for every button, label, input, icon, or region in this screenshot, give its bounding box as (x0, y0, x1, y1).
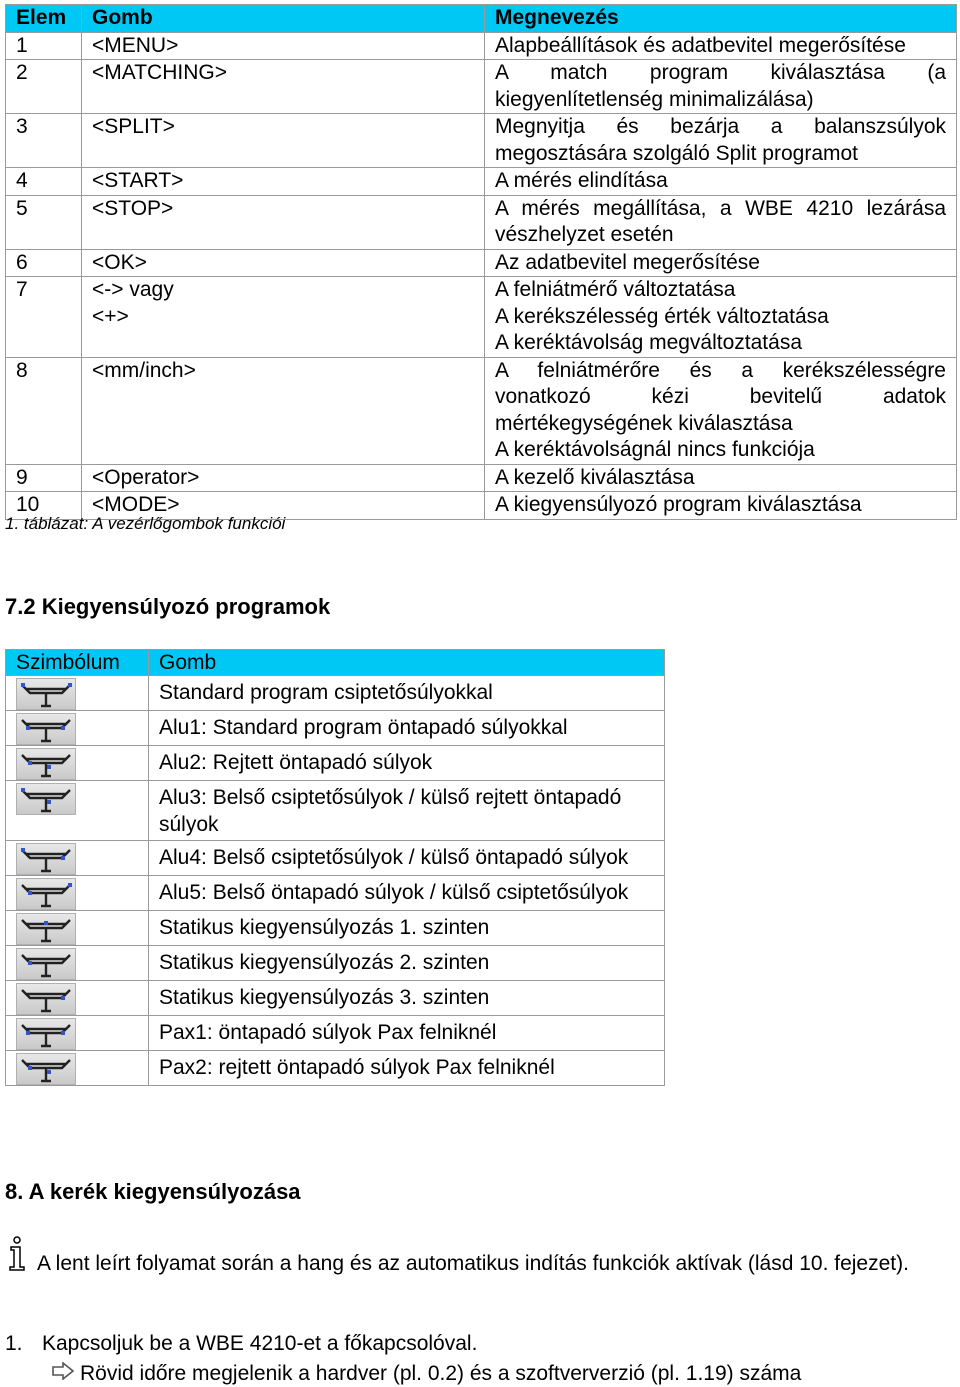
row-description (485, 60, 957, 114)
table-caption: 1. táblázat: A vezérlőgombok funkciói (5, 514, 286, 533)
row-button-name (82, 464, 485, 492)
alu1-icon (16, 713, 76, 745)
standard-clip-weight-icon (16, 678, 76, 710)
alu3-icon (16, 783, 76, 815)
row-elem-number: 1 (6, 32, 82, 60)
row-button-name (82, 114, 485, 168)
button-name-line: <MENU> (92, 33, 179, 57)
row-description (485, 277, 957, 358)
description-line: A felniátmérőre és a kerékszélességre vonatkozó kézi bevitelű adatok mértékegységének kiválasztása (495, 358, 946, 435)
table-row (6, 60, 957, 114)
table-row (6, 464, 957, 492)
control-buttons-table (5, 4, 957, 520)
program-name: Pax1: öntapadó súlyok Pax felniknél (149, 1016, 665, 1051)
table-row (6, 841, 665, 876)
description-line: A match program kiválasztása (a kiegyenlítetlenség minimalizálása) (495, 61, 946, 111)
table-row (6, 876, 665, 911)
table-row (6, 114, 957, 168)
description-line: Az adatbevitel megerősítése (495, 250, 760, 274)
description-line: Alapbeállítások és adatbevitel megerősítése (495, 33, 906, 57)
row-elem-number: 7 (6, 277, 82, 358)
step-text: Kapcsoljuk be a WBE 4210-et a főkapcsolóval. (42, 1332, 478, 1355)
program-name: Statikus kiegyensúlyozás 2. szinten (149, 946, 665, 981)
program-symbol-cell (6, 746, 149, 781)
row-elem-number: 3 (6, 114, 82, 168)
alu2-icon (16, 748, 76, 780)
program-name: Alu1: Standard program öntapadó súlyokkal (149, 711, 665, 746)
header-megnevezes: Megnevezés (485, 5, 957, 33)
section-heading-7-2: 7.2 Kiegyensúlyozó programok (5, 594, 331, 619)
table-row (6, 781, 665, 841)
balancing-programs-table (5, 649, 665, 1086)
button-name-line: <OK> (92, 250, 147, 274)
description-line: A felniátmérő változtatása (495, 278, 736, 301)
row-elem-number: 2 (6, 60, 82, 114)
row-description (485, 195, 957, 249)
button-name-line: <MATCHING> (92, 61, 227, 84)
description-line: A mérés megállítása, a WBE 4210 lezárása vészhelyzet esetén (495, 196, 946, 246)
header-elem: Elem (6, 5, 82, 33)
row-description (485, 168, 957, 196)
alu5-icon (16, 878, 76, 910)
program-name: Alu2: Rejtett öntapadó súlyok (149, 746, 665, 781)
program-symbol-cell (6, 1016, 149, 1051)
row-description (485, 492, 957, 520)
alu4-icon (16, 843, 76, 875)
static-2-icon (16, 948, 76, 980)
static-3-icon (16, 983, 76, 1015)
row-elem-number: 10 (6, 492, 82, 520)
program-symbol-cell (6, 1051, 149, 1086)
table-row (6, 911, 665, 946)
button-name-line: <Operator> (92, 465, 200, 489)
row-elem-number: 6 (6, 249, 82, 277)
row-button-name (82, 357, 485, 464)
description-line: A mérés elindítása (495, 169, 668, 192)
step-result-text: Rövid időre megjelenik a hardver (pl. 0.2) és a szoftververzió (pl. 1.19) száma (80, 1362, 802, 1385)
row-description (485, 357, 957, 464)
step-number: 1. (5, 1332, 23, 1355)
table-row (6, 711, 665, 746)
row-elem-number: 4 (6, 168, 82, 196)
table-row (6, 1051, 665, 1086)
section-heading-8: 8. A kerék kiegyensúlyozása (5, 1179, 301, 1204)
description-line: Megnyitja és bezárja a balanszsúlyok megosztására szolgáló Split programot (495, 115, 946, 165)
row-button-name (82, 168, 485, 196)
row-description (485, 114, 957, 168)
description-line: A kerékszélesség érték változtatása (495, 304, 829, 328)
description-line: A keréktávolságnál nincs funkciója (495, 438, 815, 461)
header-szimbolum: Szimbólum (6, 650, 149, 676)
table-row (6, 357, 957, 464)
program-symbol-cell (6, 911, 149, 946)
table-row (6, 981, 665, 1016)
program-name: Statikus kiegyensúlyozás 3. szinten (149, 981, 665, 1016)
table-row (6, 32, 957, 60)
info-paragraph: A lent leírt folyamat során a hang és az automatikus indítás funkciók aktívak (lásd 10. fejezet). (37, 1252, 909, 1275)
row-description (485, 249, 957, 277)
row-button-name (82, 249, 485, 277)
header-gomb: Gomb (149, 650, 665, 676)
row-button-name (82, 32, 485, 60)
row-description (485, 32, 957, 60)
pax2-icon (16, 1053, 76, 1085)
button-name-line: <mm/inch> (92, 358, 196, 382)
program-symbol-cell (6, 711, 149, 746)
table-row (6, 946, 665, 981)
table-row (6, 249, 957, 277)
table-row (6, 277, 957, 358)
program-symbol-cell (6, 676, 149, 711)
table-row (6, 195, 957, 249)
button-name-line: <-> vagy (92, 278, 174, 301)
step-1 (5, 1330, 477, 1357)
table-row (6, 746, 665, 781)
table-row (6, 1016, 665, 1051)
row-elem-number: 5 (6, 195, 82, 249)
button-name-line: <MODE> (92, 493, 180, 516)
row-elem-number: 9 (6, 464, 82, 492)
program-name: Standard program csiptetősúlyokkal (149, 676, 665, 711)
table-row (6, 168, 957, 196)
row-button-name (82, 195, 485, 249)
table-row (6, 676, 665, 711)
program-symbol-cell (6, 781, 149, 841)
program-name: Alu5: Belső öntapadó súlyok / külső csiptetősúlyok (149, 876, 665, 911)
program-symbol-cell (6, 876, 149, 911)
program-symbol-cell (6, 946, 149, 981)
program-name: Statikus kiegyensúlyozás 1. szinten (149, 911, 665, 946)
button-name-line: <START> (92, 169, 184, 192)
program-symbol-cell (6, 981, 149, 1016)
row-elem-number: 8 (6, 357, 82, 464)
button-name-line: <SPLIT> (92, 115, 175, 138)
program-name: Pax2: rejtett öntapadó súlyok Pax felniknél (149, 1051, 665, 1086)
program-name: Alu4: Belső csiptetősúlyok / külső öntapadó súlyok (149, 841, 665, 876)
row-description (485, 464, 957, 492)
outline-arrow-right-icon (52, 1360, 80, 1387)
description-line: A kiegyensúlyozó program kiválasztása (495, 493, 862, 516)
header-gomb: Gomb (82, 5, 485, 33)
program-symbol-cell (6, 841, 149, 876)
program-name: Alu3: Belső csiptetősúlyok / külső rejtett öntapadó súlyok (149, 781, 665, 841)
description-line: A keréktávolság megváltoztatása (495, 331, 803, 354)
pax1-icon (16, 1018, 76, 1050)
table-header-row (6, 650, 665, 676)
button-name-line: <+> (92, 304, 129, 328)
description-line: A kezelő kiválasztása (495, 465, 695, 489)
static-1-icon (16, 913, 76, 945)
table-header-row (6, 5, 957, 33)
row-button-name (82, 60, 485, 114)
step-1-result (52, 1360, 801, 1387)
button-name-line: <STOP> (92, 196, 174, 220)
row-button-name (82, 277, 485, 358)
